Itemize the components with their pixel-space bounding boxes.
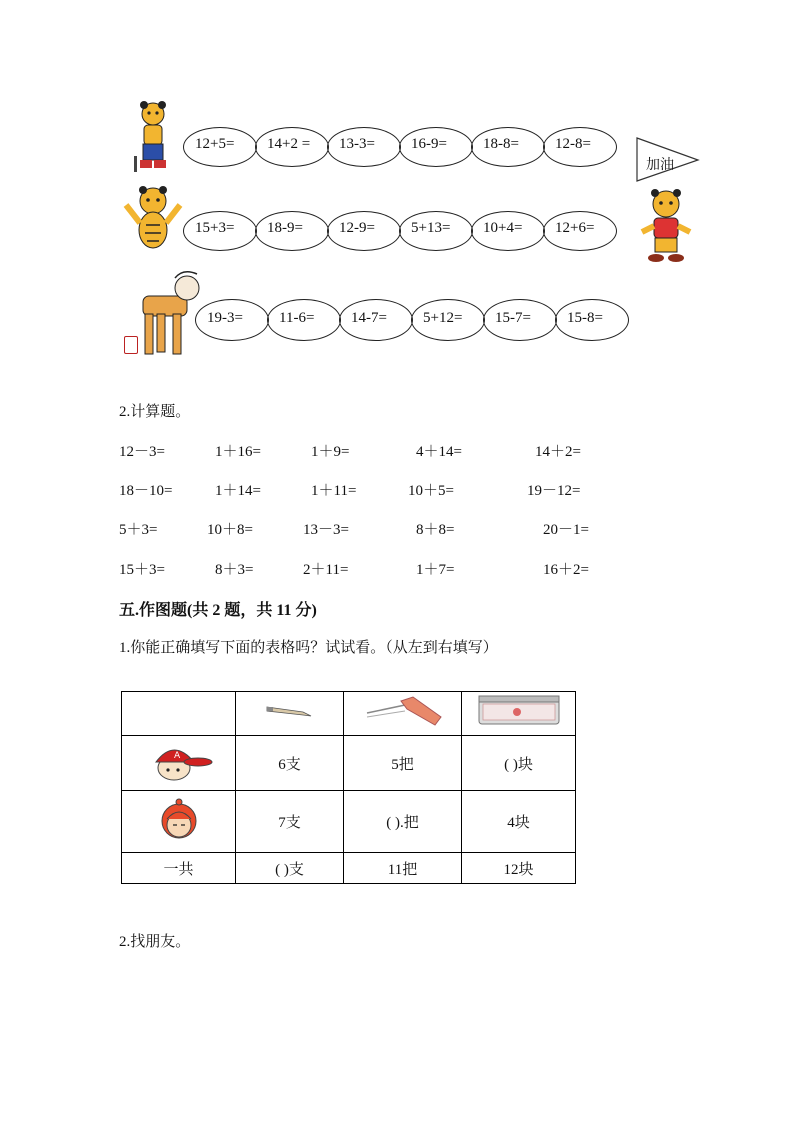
table-cell: 12块	[462, 853, 576, 884]
oval-text: 12+5=	[195, 136, 235, 152]
oval-text: 12-8=	[555, 136, 591, 152]
calc-item: 1＋9=	[311, 444, 350, 460]
table-cell: ( )支	[236, 853, 344, 884]
table-cell-total-label: 一共	[122, 853, 236, 884]
calc-item: 8＋8=	[416, 522, 455, 538]
oval-equation	[543, 211, 617, 251]
table-cell: 4块	[462, 791, 576, 853]
oval-text: 15+3=	[195, 220, 235, 236]
fill-in-table	[121, 691, 576, 884]
oval-text: 14-7=	[351, 310, 387, 326]
eraser-header-cell	[462, 692, 576, 736]
oval-equation	[483, 299, 557, 341]
table-cell: 6支	[236, 736, 344, 791]
calc-item: 12－3=	[119, 444, 165, 460]
oval-text: 16-9=	[411, 136, 447, 152]
oval-text: 18-8=	[483, 136, 519, 152]
oval-equation	[327, 127, 401, 167]
pencil-icon	[265, 703, 315, 719]
girl-icon	[157, 797, 201, 841]
oval-equation	[399, 211, 473, 251]
oval-equation	[195, 299, 269, 341]
oval-equation	[327, 211, 401, 251]
oval-equation	[399, 127, 473, 167]
table-cell: ( )块	[462, 736, 576, 791]
boy-with-cap-icon	[144, 740, 214, 782]
section-5-heading: 五.作图题(共 2 题，共 11 分)	[119, 602, 317, 619]
tiger-cartoon-2-icon	[122, 185, 184, 262]
oval-equation	[543, 127, 617, 167]
calc-item: 1＋16=	[215, 444, 261, 460]
knife-header-cell	[344, 692, 462, 736]
oval-text: 18-9=	[267, 220, 303, 236]
oval-equation	[339, 299, 413, 341]
table-cell: ( ).把	[344, 791, 462, 853]
calc-item: 2＋11=	[303, 562, 349, 578]
pencil-header-cell	[236, 692, 344, 736]
oval-text: 5+13=	[411, 220, 451, 236]
calc-item: 16＋2=	[543, 562, 589, 578]
empty-header-cell	[122, 692, 236, 736]
calc-item: 20－1=	[543, 522, 589, 538]
calc-item: 10＋8=	[207, 522, 253, 538]
calc-item: 18－10=	[119, 483, 173, 499]
oval-text: 19-3=	[207, 310, 243, 326]
flag-text: 加油	[646, 157, 674, 173]
oval-equation	[255, 211, 329, 251]
knife-icon	[361, 695, 445, 727]
question-2: 2.找朋友。	[119, 934, 191, 950]
oval-equation	[183, 127, 257, 167]
oval-text: 5+12=	[423, 310, 463, 326]
calc-item: 8＋3=	[215, 562, 254, 578]
oval-text: 14+2 =	[267, 136, 311, 152]
calc-item: 13－3=	[303, 522, 349, 538]
oval-text: 15-8=	[567, 310, 603, 326]
calc-item: 14＋2=	[535, 444, 581, 460]
oval-text: 12+6=	[555, 220, 595, 236]
oval-equation	[471, 127, 545, 167]
tiger-cartoon-3-icon	[638, 188, 694, 273]
svg-text:A: A	[173, 750, 180, 761]
calc-item: 4＋14=	[416, 444, 462, 460]
pencil-case-icon	[477, 694, 561, 728]
question-1: 1.你能正确填写下面的表格吗？试试看。（从左到右填写）	[119, 640, 498, 656]
table-cell: 11把	[344, 853, 462, 884]
oval-text: 13-3=	[339, 136, 375, 152]
oval-equation	[267, 299, 341, 341]
table-cell: 5把	[344, 736, 462, 791]
seal-stamp-icon	[124, 336, 138, 354]
oval-text: 11-6=	[279, 310, 315, 326]
calc-item: 19－12=	[527, 483, 581, 499]
calc-item: 10＋5=	[408, 483, 454, 499]
oval-text: 12-9=	[339, 220, 375, 236]
oval-equation	[471, 211, 545, 251]
calc-item: 1＋14=	[215, 483, 261, 499]
section-2-title: 2.计算题。	[119, 404, 191, 420]
calc-item: 15＋3=	[119, 562, 165, 578]
oval-equation	[411, 299, 485, 341]
oval-text: 10+4=	[483, 220, 523, 236]
calc-item: 1＋7=	[416, 562, 455, 578]
oval-text: 15-7=	[495, 310, 531, 326]
calc-item: 5＋3=	[119, 522, 158, 538]
oval-equation	[555, 299, 629, 341]
oval-equation	[183, 211, 257, 251]
girl-cell	[122, 791, 236, 853]
tiger-cartoon-1-icon	[132, 100, 174, 181]
table-cell: 7支	[236, 791, 344, 853]
boy-cell	[122, 736, 236, 791]
oval-equation	[255, 127, 329, 167]
calc-item: 1＋11=	[311, 483, 357, 499]
